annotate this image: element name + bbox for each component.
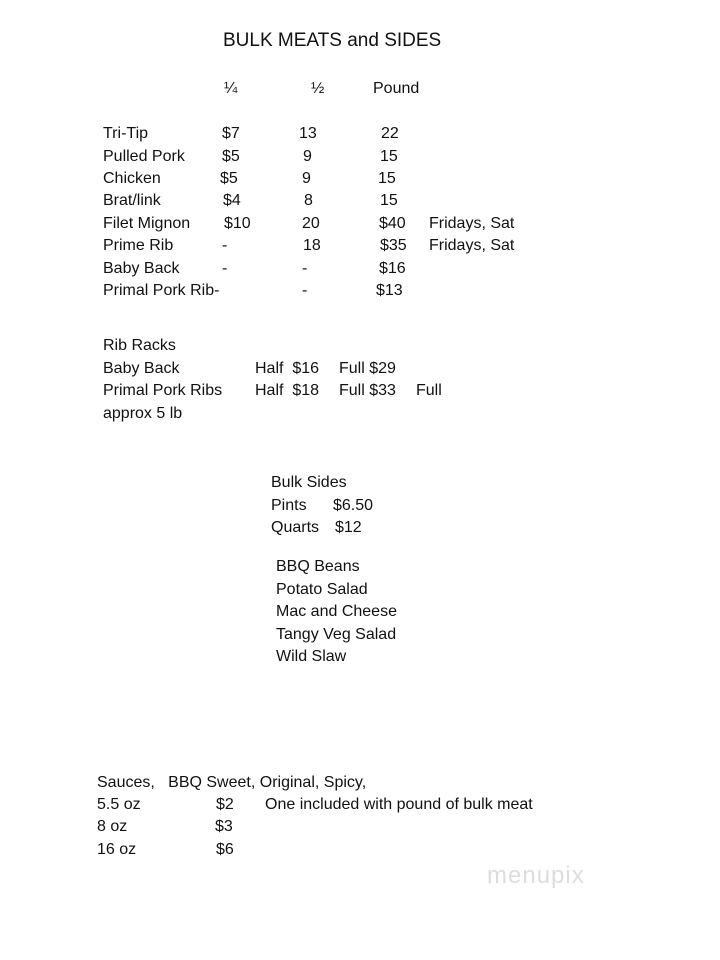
meat-quarter-price: $7 [222,125,240,142]
rib-rack-name: Primal Pork Ribs [103,382,223,399]
watermark-logo: menupix [487,862,585,889]
meat-pound-price: $35 [380,237,407,254]
meat-quarter-price: - [222,237,228,254]
page-title: BULK MEATS and SIDES [223,30,442,51]
rib-rack-half-price: Half $16 [255,360,320,377]
side-size-label: Quarts [271,519,320,536]
rib-racks-heading: Rib Racks [103,337,176,354]
meat-pound-price: 15 [378,170,396,187]
meat-pound-price: $40 [379,215,406,232]
meat-half-price: 9 [303,148,312,165]
side-size-price: $12 [335,519,362,536]
meat-half-price: 13 [299,125,317,142]
col-quarter-header: ¼ [224,80,238,97]
meat-name: Chicken [103,170,161,187]
meat-pound-price: $13 [376,282,403,299]
sauce-price: $3 [215,818,233,835]
meat-pound-price: $16 [379,260,406,277]
rib-rack-note: Full [416,382,442,399]
side-item: Potato Salad [276,581,368,598]
meat-pound-price: 15 [380,148,398,165]
rib-rack-full-price: Full $33 [339,382,396,399]
side-item: Tangy Veg Salad [276,626,397,643]
meat-pound-price: 22 [381,125,399,142]
side-item: Wild Slaw [276,648,347,665]
meat-name: Filet Mignon [103,215,191,232]
meat-half-price: - [302,282,308,299]
rib-racks-footnote: approx 5 lb [103,405,183,422]
meat-quarter-price: $4 [223,192,241,209]
meat-quarter-price: $5 [222,148,240,165]
meat-half-price: 9 [302,170,311,187]
side-item: BBQ Beans [276,558,360,575]
meat-quarter-price: $10 [224,215,251,232]
col-half-header: ½ [311,80,325,97]
meat-name: Brat/link [103,192,161,209]
sauces-heading: Sauces, BBQ Sweet, Original, Spicy, [97,774,367,791]
meat-name: Pulled Pork [103,148,185,165]
sauce-price: $6 [216,841,234,858]
meat-half-price: 8 [304,192,313,209]
rib-rack-half-price: Half $18 [255,382,320,399]
rib-rack-name: Baby Back [103,360,180,377]
sauce-size: 16 oz [97,841,137,858]
meat-note: Fridays, Sat [429,237,515,254]
rib-rack-full-price: Full $29 [339,360,396,377]
meat-quarter-price: - [222,260,228,277]
sauce-size: 5.5 oz [97,796,141,813]
side-item: Mac and Cheese [276,603,397,620]
meat-name: Tri-Tip [103,125,149,142]
side-size-label: Pints [271,497,307,514]
meat-name: Primal Pork Rib- [103,282,220,299]
sauce-price: $2 [216,796,234,813]
sauce-note: One included with pound of bulk meat [265,796,533,813]
bulk-sides-heading: Bulk Sides [271,474,347,491]
meat-note: Fridays, Sat [429,215,515,232]
col-pound-header: Pound [373,80,420,97]
meat-half-price: - [302,260,308,277]
meat-pound-price: 15 [380,192,398,209]
side-size-price: $6.50 [333,497,374,514]
meat-name: Prime Rib [103,237,174,254]
meat-quarter-price: $5 [220,170,238,187]
meat-half-price: 18 [303,237,321,254]
sauce-size: 8 oz [97,818,128,835]
meat-name: Baby Back [103,260,180,277]
meat-half-price: 20 [302,215,320,232]
